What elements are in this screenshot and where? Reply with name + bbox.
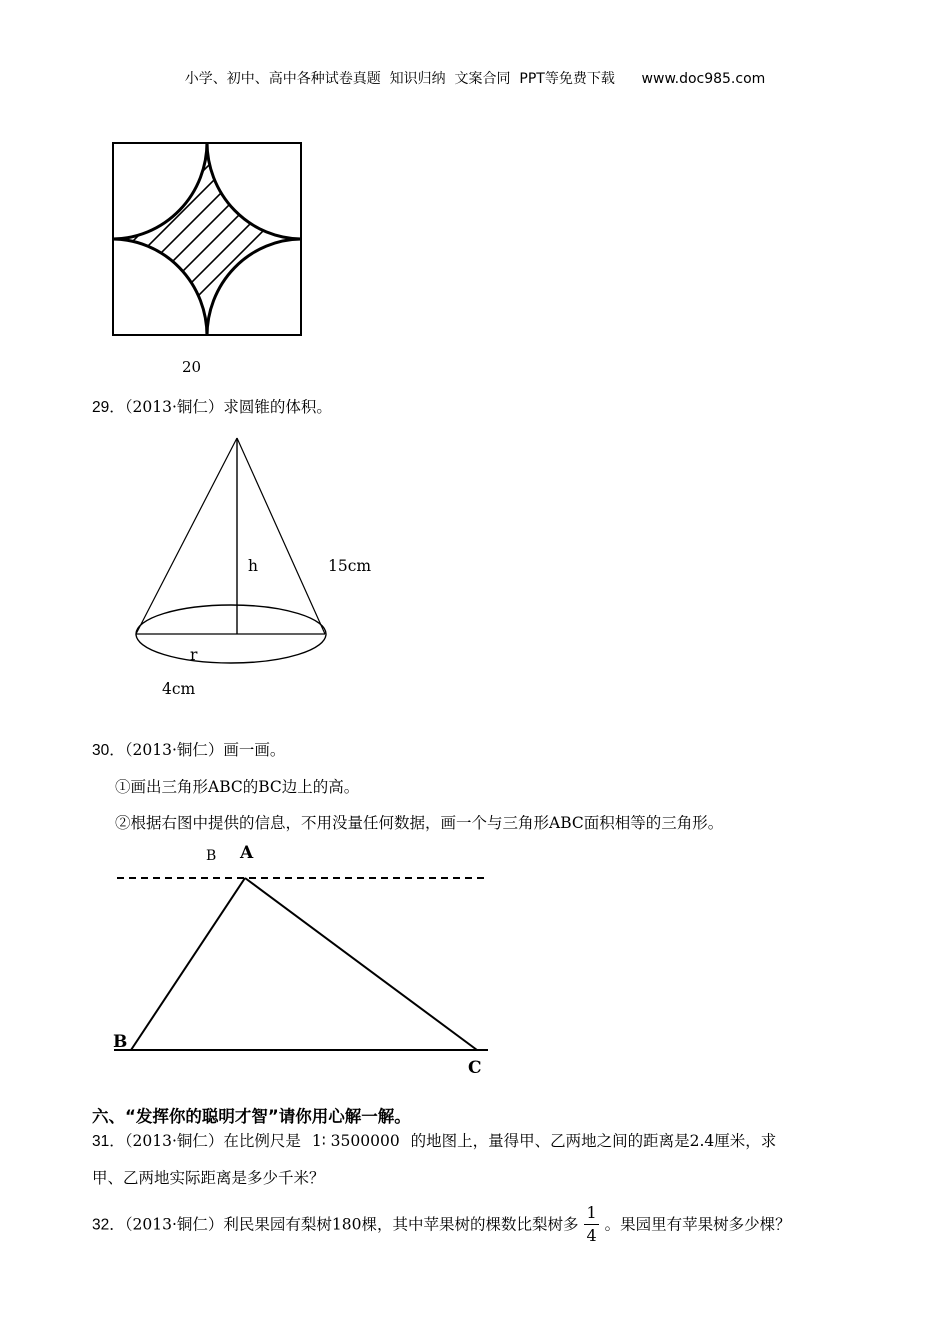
question-29 bbox=[92, 395, 332, 417]
q30-source: （2013·铜仁） bbox=[124, 741, 224, 759]
cone-label-r: r bbox=[190, 646, 198, 664]
figure-side-label: 20 bbox=[182, 358, 202, 376]
q31-source: （2013·铜仁） bbox=[124, 1132, 224, 1150]
header-url[interactable]: www.doc985.com bbox=[641, 71, 766, 87]
q29-source: （2013·铜仁） bbox=[124, 398, 224, 416]
q31-number: 31． bbox=[92, 1133, 125, 1150]
triangle-side-ac bbox=[245, 878, 477, 1050]
label-vertex-c: C bbox=[468, 1058, 482, 1078]
cone-label-h: h bbox=[248, 557, 258, 575]
q30-number: 30． bbox=[92, 742, 125, 759]
page-header bbox=[0, 68, 950, 88]
q29-number: 29． bbox=[92, 399, 125, 416]
q32-text-a: 利民果园有梨树180棵，其中苹果树的棵数比梨树多 bbox=[223, 1215, 579, 1234]
header-text: 小学、初中、高中各种试卷真题 知识归纳 文案合同 PPT等免费下载 bbox=[184, 71, 615, 87]
question-31 bbox=[92, 1129, 776, 1151]
figure-triangle bbox=[110, 840, 490, 1070]
q32-text-b: 。果园里有苹果树多少棵？ bbox=[604, 1215, 791, 1234]
label-top-b: B bbox=[206, 848, 217, 864]
section-6-title: 六、“发挥你的聪明才智”请你用心解一解。 bbox=[92, 1107, 411, 1126]
hatch-lines bbox=[72, 82, 412, 422]
cone-slant-right-edge bbox=[237, 438, 325, 634]
q31-text-b: 的地图上，量得甲、乙两地之间的距离是2.4厘米，求 bbox=[410, 1132, 777, 1150]
q30-text: 画一画。 bbox=[223, 741, 286, 759]
q32-number: 32． bbox=[92, 1216, 125, 1234]
fraction-denominator: 4 bbox=[586, 1226, 597, 1245]
q30-item-2: ②根据右图中提供的信息，不用没量任何数据，画一个与三角形ABC面积相等的三角形。 bbox=[115, 814, 724, 832]
q31-scale: 1∶ 3500000 bbox=[311, 1132, 400, 1150]
q31-line-2: 甲、乙两地实际距离是多少千米？ bbox=[92, 1169, 325, 1187]
question-32 bbox=[92, 1203, 791, 1245]
cone-label-slant: 15cm bbox=[328, 557, 372, 575]
q30-item-1: ①画出三角形ABC的BC边上的高。 bbox=[115, 778, 360, 796]
question-30 bbox=[92, 738, 285, 760]
q32-fraction bbox=[584, 1205, 598, 1244]
q29-text: 求圆锥的体积。 bbox=[223, 398, 332, 416]
square-outline bbox=[113, 143, 301, 335]
label-vertex-a: A bbox=[240, 843, 254, 863]
label-vertex-b: B bbox=[113, 1032, 128, 1052]
cone-label-radius: 4cm bbox=[162, 680, 196, 698]
q32-source: （2013·铜仁） bbox=[124, 1215, 224, 1234]
figure-square-arcs bbox=[112, 142, 302, 336]
triangle-side-ab bbox=[131, 878, 245, 1050]
q31-text-a: 在比例尺是 bbox=[223, 1132, 301, 1150]
fraction-numerator: 1 bbox=[584, 1205, 598, 1225]
star-outline bbox=[113, 142, 301, 336]
